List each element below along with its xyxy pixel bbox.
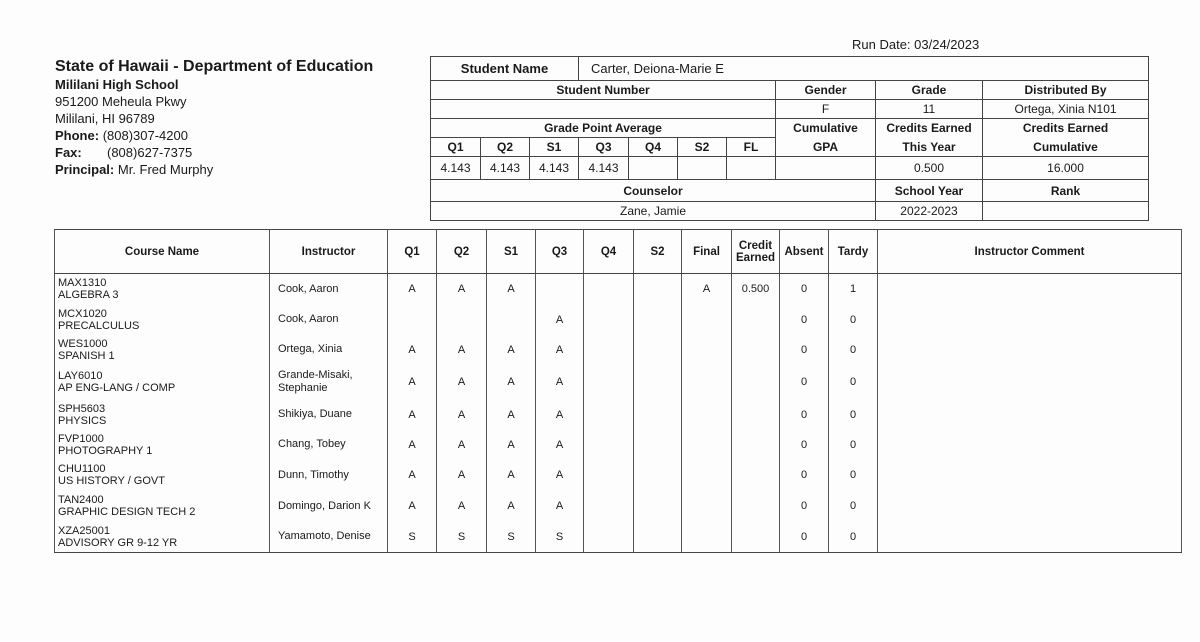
credit-cell	[732, 460, 780, 491]
q4-cell	[584, 274, 634, 305]
course-row	[55, 522, 1182, 553]
student-info-table	[430, 56, 1149, 221]
header-instructor: Instructor	[270, 230, 388, 274]
course-title: PHYSICS	[58, 414, 107, 427]
principal-label: Principal:	[55, 162, 115, 177]
s1-cell: A	[487, 491, 536, 522]
q1-cell: A	[388, 335, 437, 365]
q3-cell: A	[536, 335, 584, 365]
q1-cell: A	[388, 274, 437, 305]
course-code: TAN2400	[58, 494, 104, 506]
instructor-comment-cell	[878, 491, 1182, 522]
course-name-cell	[55, 400, 270, 430]
instructor-comment-cell	[878, 522, 1182, 553]
final-cell	[682, 430, 732, 460]
q1-cell: A	[388, 460, 437, 491]
q1-cell: A	[388, 400, 437, 430]
header-absent: Absent	[780, 230, 829, 274]
credit-cell	[732, 365, 780, 400]
gpa-header-q2: Q2	[481, 138, 530, 157]
s2-cell	[634, 430, 682, 460]
q2-cell: A	[437, 430, 487, 460]
school-fax	[55, 144, 425, 161]
credits-year-value: 0.500	[876, 157, 983, 180]
q3-cell: A	[536, 430, 584, 460]
instructor-name-line2: Stephanie	[278, 382, 328, 394]
rank-value	[983, 202, 1149, 221]
gpa-value-q3: 4.143	[579, 157, 629, 180]
course-name-cell	[55, 274, 270, 305]
tardy-cell: 0	[829, 335, 878, 365]
course-title: SPANISH 1	[58, 349, 115, 362]
instructor-name: Cook, Aaron	[278, 313, 339, 325]
q2-cell: S	[437, 522, 487, 553]
absent-cell: 0	[780, 460, 829, 491]
course-name-cell	[55, 491, 270, 522]
course-title: ALGEBRA 3	[58, 289, 119, 302]
q1-cell: S	[388, 522, 437, 553]
final-cell	[682, 460, 732, 491]
principal-value: Mr. Fred Murphy	[117, 162, 214, 177]
course-code: FVP1000	[58, 432, 104, 445]
school-info	[55, 57, 425, 178]
header-tardy: Tardy	[829, 230, 878, 274]
tardy-cell: 0	[829, 400, 878, 430]
absent-cell: 0	[780, 491, 829, 522]
instructor-cell	[270, 400, 388, 430]
final-cell: A	[682, 274, 732, 305]
credits-cumulative-value: 16.000	[983, 157, 1149, 180]
course-name-cell	[55, 522, 270, 553]
gender-value: F	[776, 100, 876, 119]
q4-cell	[584, 460, 634, 491]
q4-cell	[584, 335, 634, 365]
fax-label: Fax:	[55, 145, 82, 160]
grades-table	[54, 229, 1182, 553]
grade-rows	[55, 274, 1182, 553]
s1-cell: A	[487, 274, 536, 305]
instructor-name: Cook, Aaron	[278, 282, 339, 295]
s2-cell	[634, 522, 682, 553]
gpa-header-s2: S2	[678, 138, 727, 157]
instructor-name: Chang, Tobey	[278, 438, 346, 450]
absent-cell: 0	[780, 365, 829, 400]
instructor-cell	[270, 522, 388, 553]
credits-year-label-1: Credits Earned	[876, 119, 983, 138]
gpa-value-s1: 4.143	[530, 157, 579, 180]
q3-cell: A	[536, 365, 584, 400]
instructor-cell	[270, 335, 388, 365]
course-code: WES1000	[58, 337, 108, 350]
course-name-cell	[55, 335, 270, 365]
course-code: XZA25001	[58, 524, 110, 537]
tardy-cell: 0	[829, 522, 878, 553]
credit-cell	[732, 335, 780, 365]
q2-cell: A	[437, 491, 487, 522]
final-cell	[682, 335, 732, 365]
instructor-cell	[270, 365, 388, 400]
s2-cell	[634, 274, 682, 305]
s2-cell	[634, 491, 682, 522]
course-name-cell	[55, 305, 270, 335]
absent-cell: 0	[780, 522, 829, 553]
phone-value: (808)307-4200	[102, 128, 188, 143]
q4-cell	[584, 305, 634, 335]
course-title: US HISTORY / GOVT	[58, 475, 165, 487]
course-code: CHU1100	[58, 463, 106, 475]
course-row	[55, 305, 1182, 335]
q2-cell: A	[437, 460, 487, 491]
q2-cell: A	[437, 365, 487, 400]
course-row	[55, 491, 1182, 522]
school-year-value: 2022-2023	[876, 202, 983, 221]
s2-cell	[634, 460, 682, 491]
school-address-line2: Mililani, HI 96789	[55, 111, 155, 126]
header-instructor-comment: Instructor Comment	[878, 230, 1182, 274]
final-cell	[682, 491, 732, 522]
tardy-cell: 0	[829, 491, 878, 522]
credit-cell	[732, 430, 780, 460]
s2-cell	[634, 365, 682, 400]
distributed-by-value: Ortega, Xinia N101	[983, 100, 1149, 119]
absent-cell: 0	[780, 430, 829, 460]
course-row	[55, 274, 1182, 305]
tardy-cell: 0	[829, 430, 878, 460]
gpa-header-q1: Q1	[431, 138, 481, 157]
gpa-label: Grade Point Average	[431, 119, 776, 138]
tardy-cell: 0	[829, 460, 878, 491]
s1-cell: A	[487, 335, 536, 365]
header-q4: Q4	[584, 230, 634, 274]
instructor-comment-cell	[878, 335, 1182, 365]
cumulative-gpa-value	[776, 157, 876, 180]
instructor-comment-cell	[878, 400, 1182, 430]
gpa-value-q1: 4.143	[431, 157, 481, 180]
student-number-label: Student Number	[431, 81, 776, 100]
grade-label: Grade	[876, 81, 983, 100]
credits-cumulative-label-1: Credits Earned	[983, 119, 1149, 138]
course-title: PRECALCULUS	[58, 319, 140, 332]
instructor-cell	[270, 460, 388, 491]
fax-value: (808)627-7375	[107, 145, 193, 160]
final-cell	[682, 400, 732, 430]
instructor-comment-cell	[878, 274, 1182, 305]
q2-cell	[437, 305, 487, 335]
course-name-cell	[55, 430, 270, 460]
counselor-value: Zane, Jamie	[431, 202, 876, 221]
instructor-name: Shikiya, Duane	[278, 408, 352, 420]
s2-cell	[634, 335, 682, 365]
student-name: Carter, Deiona-Marie E	[579, 57, 1149, 81]
course-code: SPH5603	[58, 402, 106, 415]
credit-cell	[732, 305, 780, 335]
gpa-value-q4	[629, 157, 678, 180]
q4-cell	[584, 365, 634, 400]
header-final: Final	[682, 230, 732, 274]
run-date: Run Date: 03/24/2023	[852, 37, 980, 52]
gpa-value-s2	[678, 157, 727, 180]
s1-cell: S	[487, 522, 536, 553]
q3-cell: A	[536, 400, 584, 430]
header-q3: Q3	[536, 230, 584, 274]
final-cell	[682, 305, 732, 335]
instructor-comment-cell	[878, 305, 1182, 335]
instructor-comment-cell	[878, 430, 1182, 460]
course-title: PHOTOGRAPHY 1	[58, 444, 153, 457]
s2-cell	[634, 400, 682, 430]
course-code: MAX1310	[58, 277, 107, 290]
header-credit-earned	[732, 230, 780, 274]
course-code: MCX1020	[58, 307, 107, 320]
s1-cell: A	[487, 430, 536, 460]
school-name: Mililani High School	[55, 77, 179, 92]
header-s1: S1	[487, 230, 536, 274]
absent-cell: 0	[780, 400, 829, 430]
header-q1: Q1	[388, 230, 437, 274]
q4-cell	[584, 491, 634, 522]
course-title: AP ENG-LANG / COMP	[58, 382, 176, 394]
q2-cell: A	[437, 400, 487, 430]
course-name-cell	[55, 365, 270, 400]
absent-cell: 0	[780, 335, 829, 365]
q1-cell: A	[388, 491, 437, 522]
school-year-label: School Year	[876, 180, 983, 202]
course-name-cell	[55, 460, 270, 491]
q3-cell	[536, 274, 584, 305]
school-phone	[55, 127, 425, 144]
q1-cell	[388, 305, 437, 335]
gpa-header-q4: Q4	[629, 138, 678, 157]
gpa-header-s1: S1	[530, 138, 579, 157]
instructor-name: Yamamoto, Denise	[278, 530, 371, 543]
header-credit-line2: Earned	[736, 251, 775, 264]
course-title: ADVISORY GR 9-12 YR	[58, 536, 178, 549]
course-code: LAY6010	[58, 370, 103, 382]
s1-cell: A	[487, 400, 536, 430]
q3-cell: A	[536, 305, 584, 335]
instructor-comment-cell	[878, 460, 1182, 491]
gender-label: Gender	[776, 81, 876, 100]
cumulative-gpa-label-1: Cumulative	[776, 119, 876, 138]
credits-cumulative-label-2: Cumulative	[983, 138, 1149, 157]
absent-cell: 0	[780, 274, 829, 305]
s1-cell	[487, 305, 536, 335]
q3-cell: A	[536, 491, 584, 522]
header-credit-line1: Credit	[738, 239, 773, 252]
course-row	[55, 335, 1182, 365]
s2-cell	[634, 305, 682, 335]
q1-cell: A	[388, 365, 437, 400]
gpa-header-q3: Q3	[579, 138, 629, 157]
gpa-value-fl	[727, 157, 776, 180]
s1-cell: A	[487, 460, 536, 491]
header-q2: Q2	[437, 230, 487, 274]
credit-cell	[732, 400, 780, 430]
instructor-name: Domingo, Darion K	[278, 499, 371, 512]
instructor-cell	[270, 430, 388, 460]
q4-cell	[584, 430, 634, 460]
tardy-cell: 0	[829, 365, 878, 400]
instructor-cell	[270, 305, 388, 335]
final-cell	[682, 522, 732, 553]
tardy-cell: 1	[829, 274, 878, 305]
q2-cell: A	[437, 274, 487, 305]
q4-cell	[584, 400, 634, 430]
header-course-name: Course Name	[55, 230, 270, 274]
instructor-cell	[270, 274, 388, 305]
credits-year-label-2: This Year	[876, 138, 983, 157]
school-address-line1: 951200 Meheula Pkwy	[55, 94, 187, 109]
q1-cell: A	[388, 430, 437, 460]
school-principal	[55, 161, 425, 178]
instructor-cell	[270, 491, 388, 522]
q2-cell: A	[437, 335, 487, 365]
instructor-name: Ortega, Xinia	[278, 343, 343, 355]
final-cell	[682, 365, 732, 400]
credit-cell	[732, 522, 780, 553]
course-row	[55, 400, 1182, 430]
instructor-comment-cell	[878, 365, 1182, 400]
q3-cell: S	[536, 522, 584, 553]
q4-cell	[584, 522, 634, 553]
q3-cell: A	[536, 460, 584, 491]
rank-label: Rank	[983, 180, 1149, 202]
department-name: State of Hawaii - Department of Education	[55, 58, 374, 75]
cumulative-gpa-label-2: GPA	[776, 138, 876, 157]
counselor-label: Counselor	[431, 180, 876, 202]
instructor-name: Dunn, Timothy	[278, 468, 349, 481]
tardy-cell: 0	[829, 305, 878, 335]
s1-cell: A	[487, 365, 536, 400]
gpa-header-fl: FL	[727, 138, 776, 157]
header-s2: S2	[634, 230, 682, 274]
credit-cell	[732, 491, 780, 522]
student-number	[431, 100, 776, 119]
absent-cell: 0	[780, 305, 829, 335]
course-row	[55, 460, 1182, 491]
course-title: GRAPHIC DESIGN TECH 2	[58, 506, 196, 518]
course-row	[55, 365, 1182, 400]
distributed-by-label: Distributed By	[983, 81, 1149, 100]
phone-label: Phone:	[55, 128, 100, 143]
student-name-label: Student Name	[431, 57, 579, 81]
course-row	[55, 430, 1182, 460]
credit-cell: 0.500	[732, 274, 780, 305]
gpa-value-q2: 4.143	[481, 157, 530, 180]
grade-value: 11	[876, 100, 983, 119]
instructor-name: Grande-Misaki,	[278, 369, 353, 381]
